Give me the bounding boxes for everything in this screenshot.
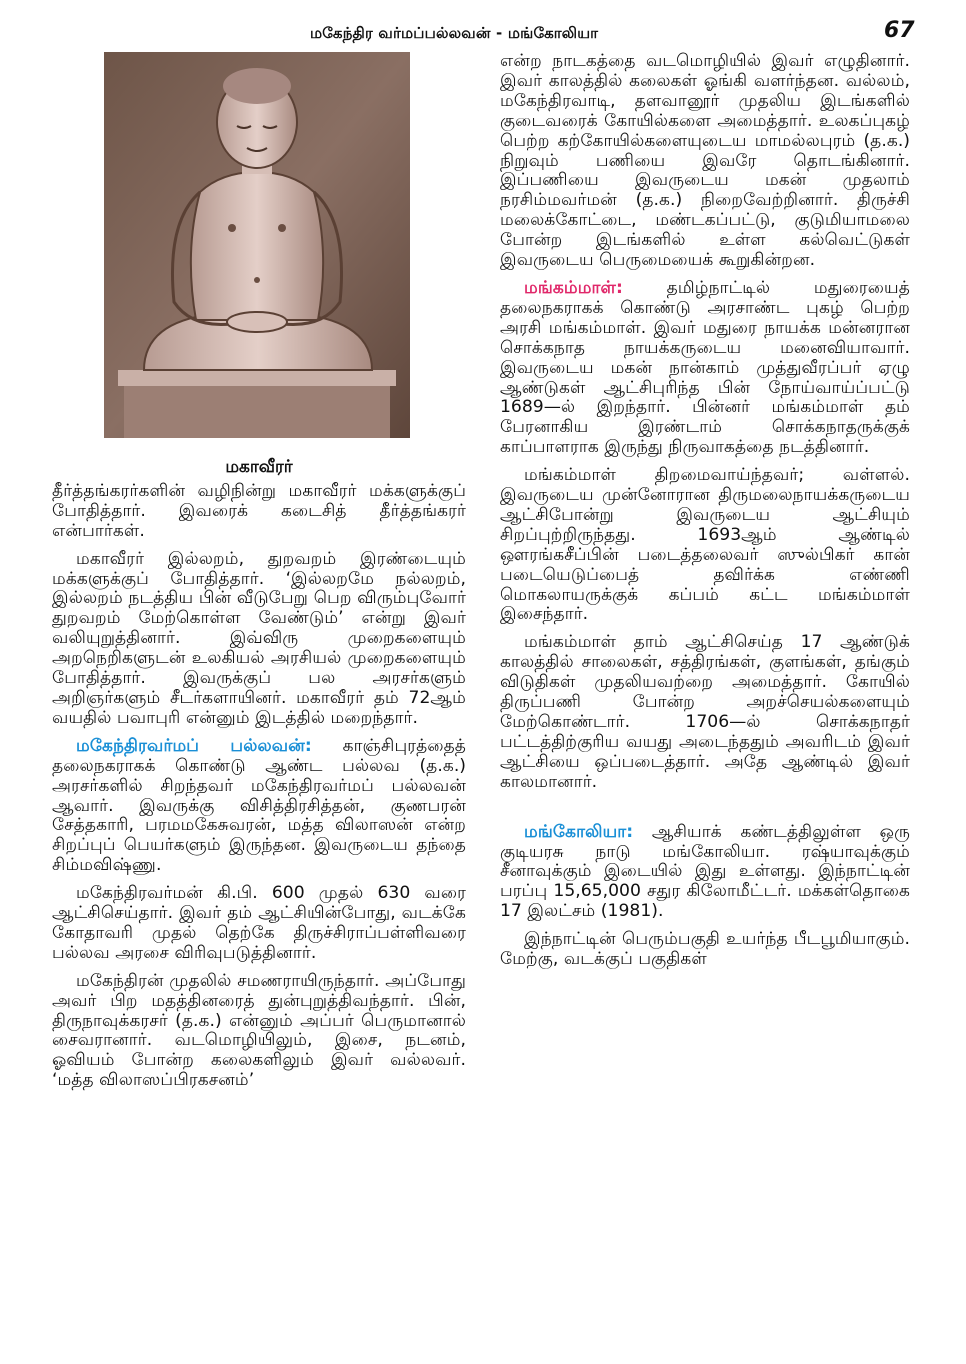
page-header [0,14,966,50]
mangammal-paragraph-1: தமிழ்நாட்டில் மதுரையைத் தலைநகராகக் கொண்டு அரசாண்ட புகழ் பெற்ற அரசி மங்கம்மாள். இவர் மதுரை நாயக்க மன்னரான சொக்கநாத நாயக்கருடைய மனைவியாவார். இவருடைய மகன் நான்காம் முத்துவீரப்பர் ஏழு ஆண்டுகள் ஆட்சிபுரிந்த பின் நோய்வாய்ப்பட்டு 1689—ல் இறந்தார். பின்னர் மங்கம்மாள் தம் பேரனாகிய இரண்டாம் சொக்கநாதருக்குக் காப்பாளராக இருந்து நிருவாகத்தை நடத்தினார். [500,277,910,458]
left-column [52,52,466,1099]
entry-term-mongolia: மங்கோலியா: [524,821,634,842]
entry-term-mangammal: மங்கம்மாள்: [524,277,623,298]
page-number: 67 [884,18,915,43]
mahendra-paragraph-2: மகேந்திரவர்மன் கி.பி. 600 முதல் 630 வரை ஆட்சிசெய்தார். இவர் தம் ஆட்சியின்போது, வடக்கே கோதாவரி முதல் தெற்கே திருச்சிராப்பள்ளிவரை பல்லவ அரசை விரிவுபடுத்தினார். [52,883,466,963]
entry-term-mahendravarman: மகேந்திரவர்மப் பல்லவன்: [76,735,312,756]
running-title: மகேந்திர வர்மப்பல்லவன் - மங்கோலியா [310,24,599,42]
mahendra-paragraph-1: காஞ்சிபுரத்தைத் தலைநகராகக் கொண்டு ஆண்ட பல்லவ (த.க.) அரசர்களில் சிறந்தவர் மகேந்திரவர்மப் பல்லவன் ஆவார். இவருக்கு விசித்திரசித்தன், குணபரன் சேத்தகாரி, பரமமகேசுவரன், மத்த விலாஸன் என்ற சிறப்புப் பெயர்களும் இருந்தன. இவருடைய தந்தை சிம்மவிஷ்ணு. [52,735,466,876]
mahavira-paragraph-1: தீர்த்தங்கரர்களின் வழிநின்று மகாவீரர் மக்களுக்குப் போதித்தார். இவரைக் கடைசித் தீர்த்தங்கரர் என்பார்கள். [52,480,466,541]
mangammal-entry [500,279,910,458]
mahendra-entry [52,737,466,876]
mangammal-paragraph-2: மங்கம்மாள் திறமைவாய்ந்தவர்; வள்ளல். இவருடைய முன்னோரான திருமலைநாயக்கருடைய ஆட்சிபோன்று இவருடைய ஆட்சியும் சிறப்புற்றிருந்தது. 1693ஆம் ஆண்டில் ஔரங்கசீப்பின் படைத்தலைவர் ஸுல்பிகர் கான் படையெடுப்பைத் தவிர்க்க எண்ணி மொகலாயருக்குக் கப்பம் கட்ட மங்கம்மாள் இசைந்தார். [500,465,910,625]
mongolia-paragraph-2: இந்நாட்டின் பெரும்பகுதி உயர்ந்த பீடபூமியாகும். மேற்கு, வடக்குப் பகுதிகள் [500,929,910,970]
mahendra-paragraph-4: என்ற நாடகத்தை வடமொழியில் இவர் எழுதினார். இவர் காலத்தில் கலைகள் ஓங்கி வளர்ந்தன. வல்லம், மகேந்திரவாடி, தளவானூர் முதலிய இடங்களில் குடைவரைக் கோயில்களை அமைத்தார். உலகப்புகழ் பெற்ற கற்கோயில்களையுடைய மாமல்லபுரம் (த.க.) நிறுவும் பணியை இவரே தொடங்கினார். இப்பணியை இவருடைய மகன் முதலாம் நரசிம்மவர்மன் (த.க.) நிறைவேற்றினார். திருச்சி மலைக்கோட்டை, மண்டகப்பட்டு, குடுமியாமலை போன்ற இடங்களில் உள்ள கல்வெட்டுகள் இவருடைய பெருமையைக் கூறுகின்றன. [500,51,910,271]
right-column [500,52,910,978]
mahendra-paragraph-3: மகேந்திரன் முதலில் சமணராயிருந்தார். அப்போது அவர் பிற மதத்தினரைத் துன்புறுத்திவந்தார். பின், திருநாவுக்கரசர் (த.க.) என்னும் அப்பர் பெருமானால் சைவரானார். வடமொழியிலும், இசை, நடனம், ஓவியம் போன்ற கலைகளிலும் இவர் வல்லவர். ‘மத்த விலாஸப்பிரகசனம்’ [52,970,466,1091]
mahavira-statue-image [104,52,410,438]
statue-drawing [104,52,410,438]
mongolia-entry [500,823,910,923]
mongolia-paragraph-1: ஆசியாக் கண்டத்திலுள்ள ஒரு குடியரசு நாடு மங்கோலியா. ரஷ்யாவுக்கும் சீனாவுக்கும் இடையில் இது உள்ளது. இந்நாட்டின் பரப்பு 15,65,000 சதுர கிலோமீட்டர். மக்கள்தொகை 17 இலட்சம் (1981). [500,821,910,922]
mangammal-paragraph-3: மங்கம்மாள் தாம் ஆட்சிசெய்த 17 ஆண்டுக் காலத்தில் சாலைகள், சத்திரங்கள், குளங்கள், தங்கும் விடுதிகள் முதலியவற்றை அமைத்தார். கோயில் திருப்பணி போன்ற அறச்செயல்களையும் மேற்கொண்டார். 1706—ல் சொக்கநாதர் பட்டத்திற்குரிய வயது அடைந்ததும் அவரிடம் இவர் ஆட்சியை ஒப்படைத்தார். அதே ஆண்டில் இவர் காலமானார். [500,632,910,792]
mahavira-paragraph-2: மகாவீரர் இல்லறம், துறவறம் இரண்டையும் மக்களுக்குப் போதித்தார். ‘இல்லறமே நல்லறம், இல்லறம் நடத்திய பின் வீடுபேறு பெற விரும்புவோர் துறவறம் மேற்கொள்ள வேண்டும்’ என்று இவர் வலியுறுத்தினார். இவ்விரு முறைகளையும் அறநெறிகளுடன் உலகியல் அரசியல் முறைகளையும் போதித்தார். இவருக்குப் பல அரசர்களும் அறிஞர்களும் சீடர்களாயினர். மகாவீரர் தம் 72ஆம் வயதில் பவாபுரி என்னும் இடத்தில் மறைந்தார். [52,548,466,728]
figure-caption: மகாவீரர் [225,457,293,477]
